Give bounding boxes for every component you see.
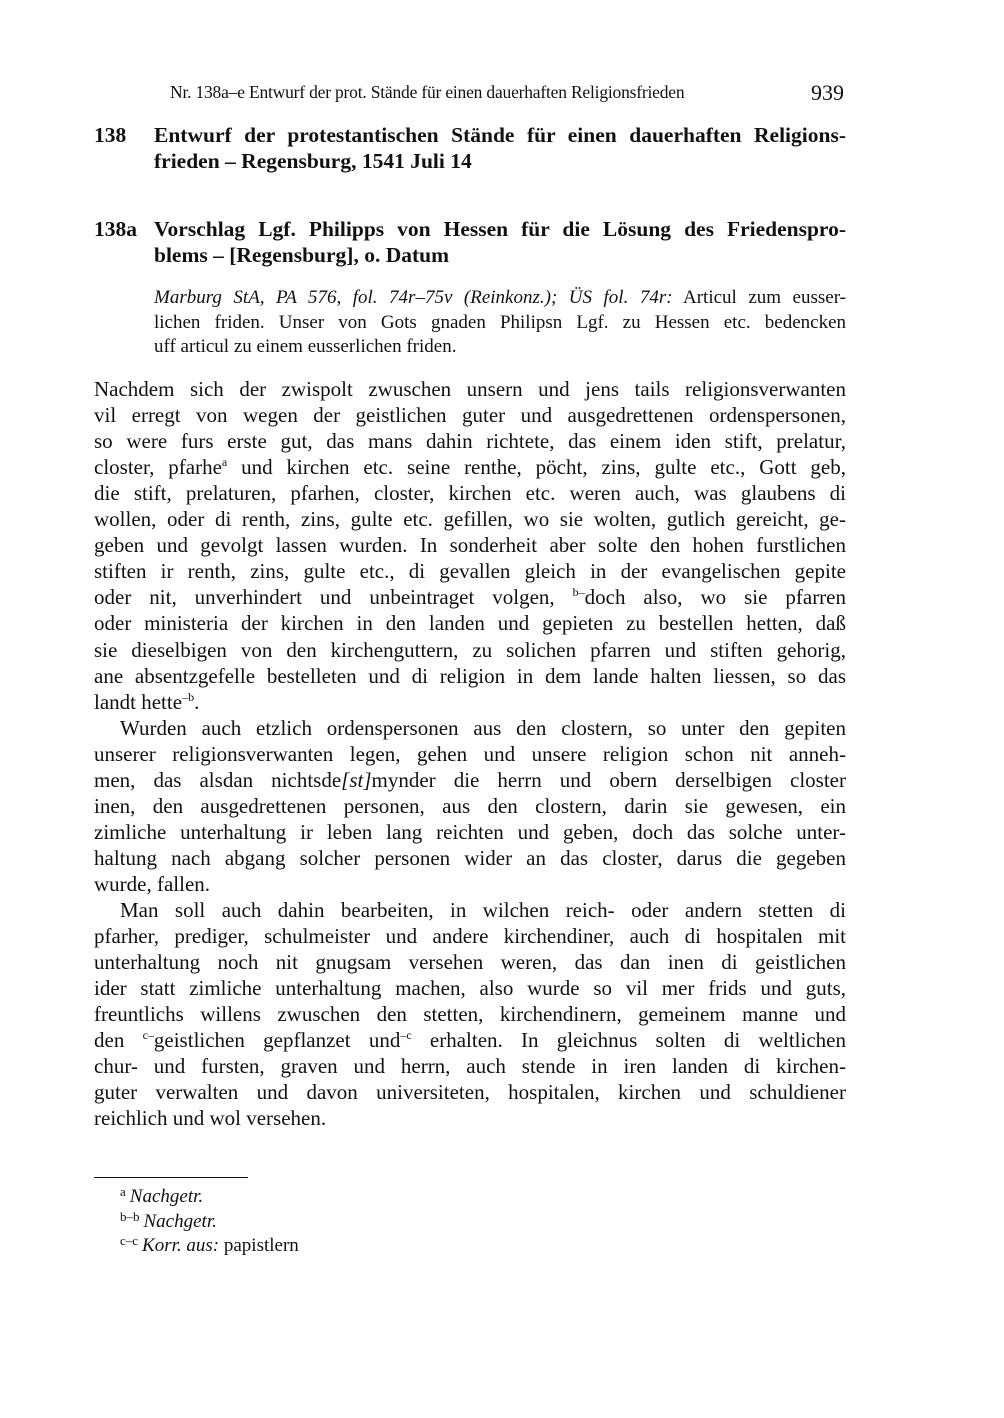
body-line: sie dieselbigen von den kirchenguttern, zu solichen pfarren und stiften gehorig, — [94, 637, 846, 662]
body-line: den $^{c-}$geistlichen gepflanzet und$^{-c}$ erhalten. In gleichnus solten di weltlichen — [94, 1028, 846, 1053]
body-line: stiften ir renth, zins, gulte etc., di gevallen gleich in der evangelischen gepite — [94, 559, 846, 584]
page-number: 939 — [811, 80, 844, 105]
body-line: geben und gevolgt lassen wurden. In sonderheit aber solte den hohen furstlichen — [94, 533, 846, 558]
footnote-note: Nachgetr. — [143, 1210, 217, 1232]
running-head-title: Nr. 138a–e Entwurf der prot. Stände für einen dauerhaften Religionsfrieden — [170, 82, 685, 102]
source-note — [154, 286, 846, 360]
running-head — [170, 80, 850, 108]
footnote-rule — [94, 1177, 248, 1178]
body-line: inen, den ausgedrettenen personen, aus den clostern, darin sie gewesen, ein — [94, 793, 846, 818]
document-number: 138 — [94, 123, 127, 147]
body-line: men, das alsdan nichtsde[st]mynder die herrn und obern derselbigen closter — [94, 767, 846, 792]
editorial-insertion: [st] — [341, 767, 372, 792]
section-number: 138a — [94, 217, 137, 241]
body-line: ider statt zimliche unterhaltung machen, also wurde so vil mer frids und guts, — [94, 976, 846, 1001]
footnote-marker: –b — [182, 689, 195, 704]
footnote-marker: c– — [142, 1028, 154, 1043]
body-line: vil erregt von wegen der geistlichen guter und ausgedrettenen ordenspersonen, — [94, 403, 846, 428]
body-line: wollen, oder di renth, zins, gulte etc. gefillen, wo sie wolten, gutlich gereicht, ge- — [94, 507, 846, 532]
source-note-line: uff articul zu einem eusserlichen friden. — [154, 336, 457, 357]
footnote-marker: –c — [400, 1028, 412, 1043]
body-line: reichlich und wol versehen. — [94, 1106, 327, 1131]
source-note-line: Marburg StA, PA 576, fol. 74r–75v (Reinkonz.); ÜS fol. 74r: Articul zum eusser- — [154, 287, 846, 308]
source-note-line: lichen friden. Unser von Gots gnaden Philipsn Lgf. zu Hessen etc. bedencken — [154, 311, 846, 333]
archival-reference: Marburg StA, PA 576, fol. 74r–75v (Reinkonz.); ÜS fol. 74r: — [154, 287, 673, 308]
footnote-text: papistlern — [219, 1235, 299, 1256]
body-line: so were furs erste gut, das mans dahin richtete, das einem iden stift, prelatur, — [94, 429, 846, 454]
footnote — [120, 1229, 299, 1258]
body-line: die stift, prelaturen, pfarhen, closter, kirchen etc. weren auch, was glaubens di — [94, 481, 846, 506]
body-line: haltung nach abgang solcher personen wider an das closter, darus die gegeben — [94, 845, 846, 870]
body-line: chur- und fursten, graven und herrn, auch stende in iren landen di kirchen- — [94, 1054, 846, 1079]
footnote-marker: b– — [572, 585, 585, 600]
body-line: Wurden auch etzlich ordenspersonen aus den clostern, so unter den gepiten — [120, 715, 846, 740]
document-title-line: frieden – Regensburg, 1541 Juli 14 — [154, 149, 472, 173]
body-line: oder nit, unverhindert und unbeintraget volgen, $^{b-}$doch also, wo sie pfarren — [94, 585, 847, 610]
footnote-marker: a — [120, 1184, 126, 1199]
document-title-line: Entwurf der protestantischen Stände für einen dauerhaften Religions- — [154, 123, 846, 147]
footnote-marker: b–b — [120, 1208, 140, 1224]
footnote-marker: a — [221, 455, 228, 470]
section-title-line: blems – [Regensburg], o. Datum — [154, 243, 450, 267]
section-title-line: Vorschlag Lgf. Philipps von Hessen für die Lösung des Friedenspro- — [154, 217, 846, 241]
body-line: closter, pfarhe$^a$ und kirchen etc. seine renthe, pöcht, zins, gulte etc., Gott geb, — [94, 455, 847, 480]
body-line: pfarher, prediger, schulmeister und andere kirchendiner, auch di hospitalen mit — [94, 924, 846, 949]
footnote-marker: c–c — [120, 1233, 139, 1248]
body-line: Man soll auch dahin bearbeiten, in wilchen reich- oder andern stetten di — [120, 898, 846, 922]
body-line: guter verwalten und davon universiteten, hospitalen, kirchen und schuldiener — [94, 1080, 846, 1105]
body-line: unterhaltung noch nit gnugsam versehen weren, das dan inen di geistlichen — [94, 950, 846, 975]
body-line: zimliche unterhaltung ir leben lang reichten und geben, doch das solche unter- — [94, 819, 846, 844]
document-title — [154, 122, 846, 174]
body-line: unserer religionsverwanten legen, gehen und unsere religion schon nit anneh- — [94, 741, 846, 766]
footnote-note: Nachgetr. — [129, 1186, 204, 1207]
body-line: wurde, fallen. — [94, 871, 211, 896]
body-line: freuntlichs willens zwuschen den stetten, kirchendinern, gemeinem manne und — [94, 1002, 846, 1027]
body-line: ane absentzgefelle bestelleten und di religion in dem lande halten liessen, so das — [94, 663, 846, 688]
body-line: landt hette$^{-b}$. — [94, 689, 200, 714]
body-line: oder ministeria der kirchen in den landen und gepieten zu bestellen hetten, daß — [94, 611, 846, 636]
footnote-note: Korr. aus: — [142, 1235, 220, 1256]
body-line: Nachdem sich der zwispolt zwuschen unsern und jens tails religionsverwanten — [94, 377, 846, 401]
section-title — [154, 216, 846, 268]
